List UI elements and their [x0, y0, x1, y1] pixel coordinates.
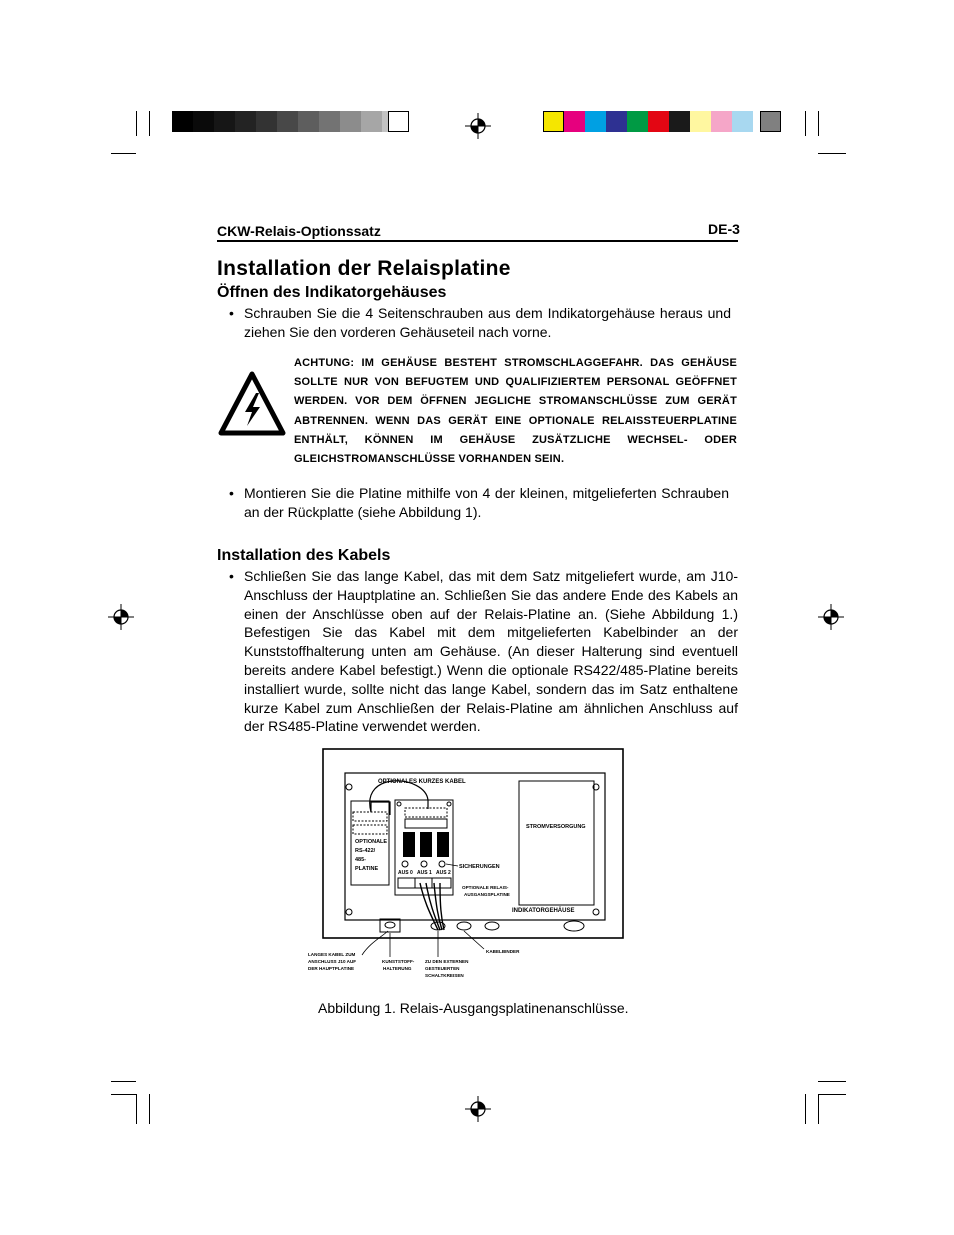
color-swatch [690, 111, 711, 132]
crop-mark [805, 1094, 806, 1124]
gray-swatch [172, 111, 193, 132]
gray-swatch [193, 111, 214, 132]
color-swatch [627, 111, 648, 132]
fig-label-relay-board-line1: OPTIONALE RELAIS- [462, 885, 509, 890]
gray-swatch [340, 111, 361, 132]
crop-mark [818, 1094, 819, 1124]
fig-label-rs-line2: RS-422/ [355, 848, 376, 854]
gray-swatch [256, 111, 277, 132]
fig-label-external-line2: GESTEUERTEN [425, 966, 460, 971]
fig-label-rs-line3: 485- [355, 857, 367, 863]
paragraph-connect-cable: Schließen Sie das lange Kabel, das mit dem Satz mitgeliefert wurde, am J10-Anschluss der Hauptplatine an. Schließen Sie das andere Ende des Kabels an einen der Anschlüsse oben auf der Relais-Platine an. (Siehe Abbildung 1.) Befestigen Sie das Kabel mit dem mitgelieferten Kabelbinder an der Kunststoffhalterung unten am Gehäuse. (An dieser Halterung sind eventuell bereits andere Kabel befestigt.) Wenn die optionale RS422/485-Platine bereits installiert wurde, sollte nicht das lange Kabel, sondern das im Satz enthaltene kurze Kabel zum Anschließen der Relais-Platine am ähnlichen Anschluss auf der RS485-Platine verwendet werden. [244, 568, 738, 735]
fig-label-out1: AUS 1 [417, 870, 432, 876]
color-swatch [669, 111, 690, 132]
running-header-title: CKW-Relais-Optionssatz [217, 223, 381, 239]
crop-mark [136, 111, 137, 136]
fig-label-indicator-housing: INDIKATORGEHÄUSE [512, 908, 575, 914]
fig-label-fuses: SICHERUNGEN [459, 864, 500, 870]
electrical-hazard-icon [218, 371, 286, 437]
color-swatch [606, 111, 627, 132]
paragraph-remove-screws: Schrauben Sie die 4 Seitenschrauben aus dem Indikatorgehäuse heraus und ziehen Sie den vorderen Gehäuseteil nach vorne. [244, 305, 731, 340]
fig-label-plastic-holder-line2: HALTERUNG [383, 966, 412, 971]
gray-swatch [319, 111, 340, 132]
fig-label-out2: AUS 2 [436, 870, 451, 876]
crop-mark [136, 1094, 137, 1124]
fig-label-external-line1: ZU DEN EXTERNEN [425, 959, 469, 964]
fig-label-rs-line1: OPTIONALE [355, 839, 388, 845]
fig-label-rs-line4: PLATINE [355, 866, 379, 872]
gray-swatch [388, 111, 409, 132]
fig-label-out0: AUS 0 [398, 870, 413, 876]
crop-mark [149, 111, 150, 136]
gray-swatch [235, 111, 256, 132]
gray-swatch [277, 111, 298, 132]
color-swatch [543, 111, 564, 132]
crop-mark [818, 1094, 846, 1095]
bullet-marker: • [229, 305, 234, 321]
crop-mark [818, 111, 819, 136]
fig-label-power-supply: STROMVERSORGUNG [526, 824, 586, 830]
fig-label-external-line3: SCHALTKREISEN [425, 973, 464, 978]
color-swatch [585, 111, 606, 132]
crop-mark [149, 1094, 150, 1124]
registration-mark-icon [108, 604, 134, 630]
warning-text: ACHTUNG: IM GEHÄUSE BESTEHT STROMSCHLAGGEFAHR. DAS GEHÄUSE SOLLTE NUR VON BEFUGTEM UND QUALIFIZIERTEM PERSONAL GEÖFFNET WERDEN. VOR DEM ÖFFNEN JEGLICHE STROMANSCHLÜSSE ZUM GERÄT ABTRENNEN. WENN DAS GERÄT EINE OPTIONALE RELAISSTEUERPLATINE ENTHÄLT, KÖNNEN IM GEHÄUSE ZUSÄTZLICHE WECHSEL- ODER GLEICHSTROMANSCHLÜSSE VORHANDEN SEIN. [294, 357, 737, 466]
fig-label-optional-short-cable: OPTIONALES KURZES KABEL [378, 779, 466, 785]
section-title: Installation der Relaisplatine [217, 257, 511, 280]
paragraph-mount-board: Montieren Sie die Platine mithilfe von 4 der kleinen, mitgelieferten Schrauben an der Rückplatte (siehe Abbildung 1). [244, 485, 729, 520]
fig-label-long-cable-line1: LANGES KABEL ZUM [308, 952, 356, 957]
crop-mark [818, 1081, 846, 1082]
color-swatch [760, 111, 781, 132]
fig-label-long-cable-line3: DER HAUPTPLATINE [308, 966, 355, 971]
color-swatch [564, 111, 585, 132]
crop-mark [818, 153, 846, 154]
registration-mark-icon [465, 113, 491, 139]
crop-mark [111, 1094, 136, 1095]
page-number: DE-3 [708, 221, 740, 237]
relay-board-diagram [300, 745, 630, 985]
fig-label-long-cable-line2: ANSCHLUSS J10 AUF [308, 959, 357, 964]
crop-mark [805, 111, 806, 136]
bullet-marker: • [229, 485, 234, 501]
registration-mark-icon [818, 604, 844, 630]
subsection-title-open-housing: Öffnen des Indikatorgehäuses [217, 284, 447, 301]
fig-label-relay-board-line2: AUSGANGSPLATINE [464, 892, 510, 897]
color-swatch [711, 111, 732, 132]
fig-label-cable-tie: KABELBINDER [486, 949, 520, 954]
registration-mark-icon [465, 1096, 491, 1122]
header-rule [217, 240, 738, 242]
color-swatch [732, 111, 753, 132]
gray-swatch [361, 111, 382, 132]
gray-swatch [214, 111, 235, 132]
bullet-marker: • [229, 568, 234, 584]
crop-mark [111, 1081, 136, 1082]
fig-label-plastic-holder-line1: KUNSTSTOFF- [382, 959, 415, 964]
crop-mark [111, 153, 136, 154]
gray-swatch [298, 111, 319, 132]
subsection-title-install-cable: Installation des Kabels [217, 547, 391, 564]
color-swatch [648, 111, 669, 132]
figure-caption: Abbildung 1. Relais-Ausgangsplatinenanschlüsse. [318, 1000, 629, 1016]
